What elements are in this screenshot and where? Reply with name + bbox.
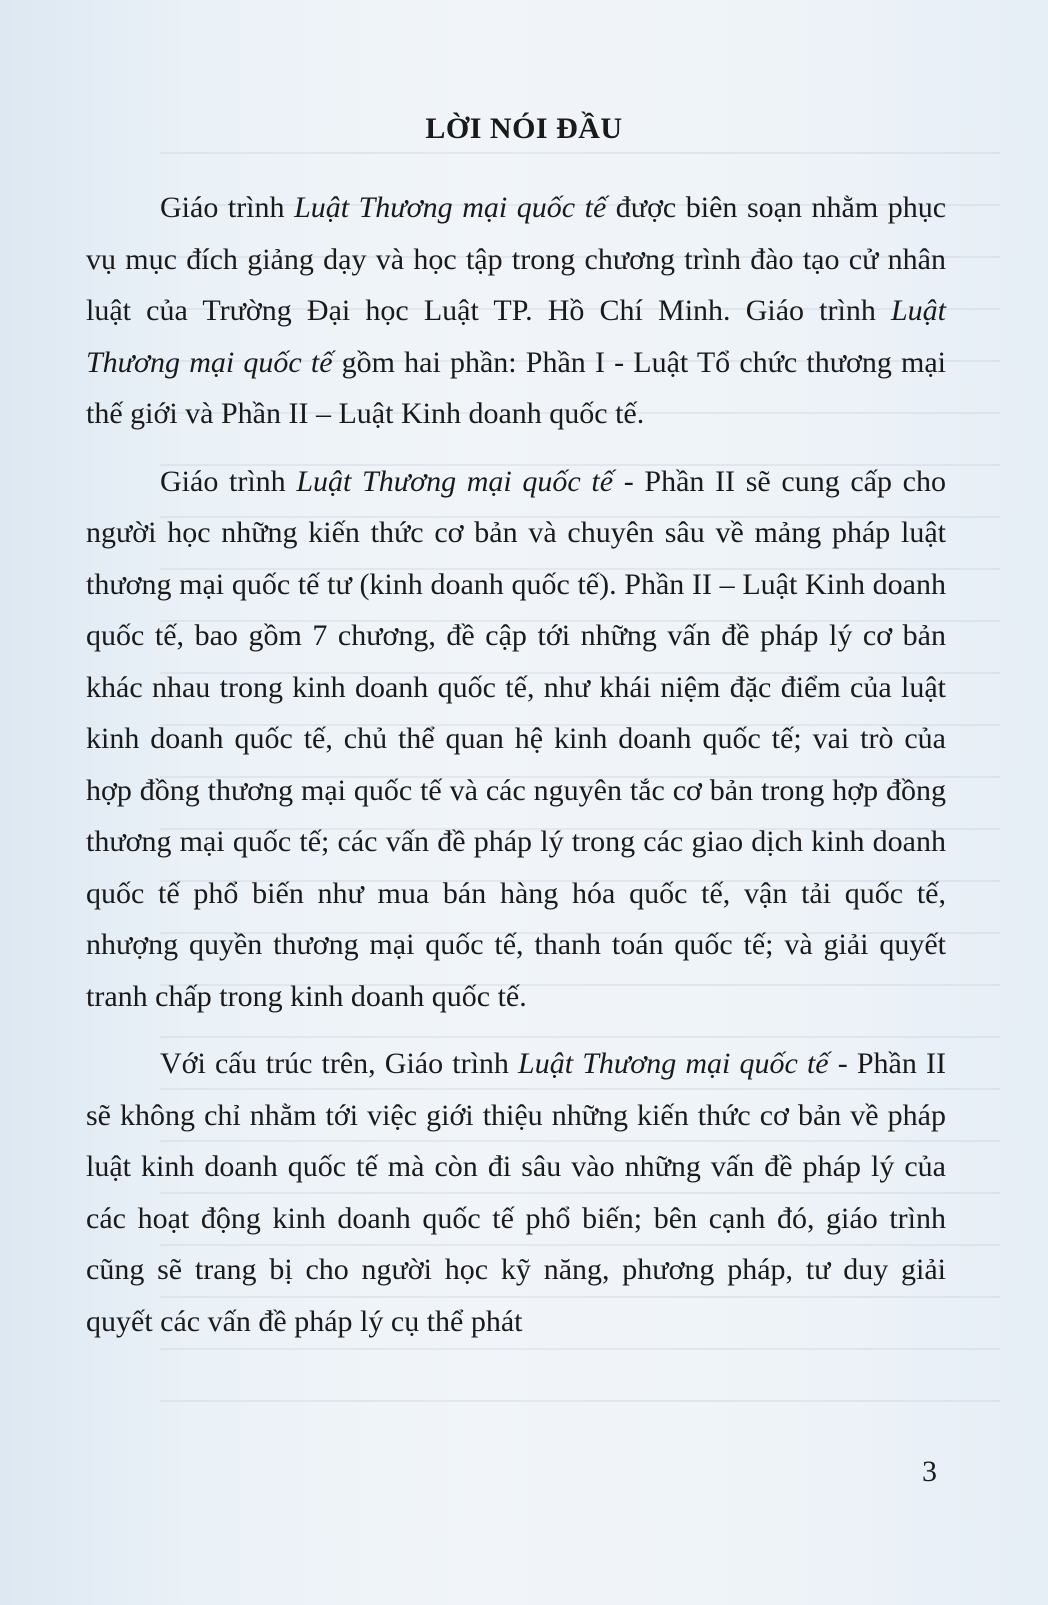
paragraph-1-part-1: Giáo trình <box>160 191 295 224</box>
page-title: LỜI NÓI ĐẦU <box>425 112 623 145</box>
book-title-italic: Luật Thương mại quốc tế <box>518 1047 829 1080</box>
paragraph-2-part-1: Giáo trình <box>160 464 297 498</box>
paragraph-3-part-1: Với cấu trúc trên, Giáo trình <box>160 1047 519 1080</box>
book-title-italic: Luật Thương mại quốc tế <box>296 464 614 498</box>
paragraph-1-part-5: gồm hai phần: Phần I - Luật Tổ chức thương mại thế giới và Phần II – Luật Kinh doanh quốc tế. <box>86 345 946 430</box>
paragraph-2-part-3: - Phần II sẽ cung cấp cho người học những kiến thức cơ bản và chuyên sâu về mảng pháp luật thương mại quốc tế tư (kinh doanh quốc tế). Phần II – Luật Kinh doanh quốc tế, bao gồm 7 chương, đề cập tới những vấn đề pháp lý cơ bản khác nhau trong kinh doanh quốc tế, như khái niệm đặc điểm của luật kinh doanh quốc tế, chủ thể quan hệ kinh doanh quốc tế; vai trò của hợp đồng thương mại quốc tế và các nguyên tắc cơ bản trong hợp đồng thương mại quốc tế; các vấn đề pháp lý trong các giao dịch kinh doanh quốc tế phổ biến như mua bán hàng hóa quốc tế, vận tải quốc tế, nhượng quyền thương mại quốc tế, thanh toán quốc tế; và giải quyết tranh chấp trong kinh doanh quốc tế. <box>86 464 946 1013</box>
paragraph-1-part-3: được biên soạn nhằm phục vụ mục đích giảng dạy và học tập trong chương trình đào tạo cử nhân luật của Trường Đại học Luật TP. Hồ Chí Minh. Giáo trình <box>86 191 947 327</box>
paragraph-1 <box>86 182 946 440</box>
paragraph-3 <box>86 1038 946 1347</box>
paragraph-2 <box>86 456 946 1023</box>
book-title-italic: Luật Thương mại quốc tế <box>294 191 607 224</box>
book-title-italic: Luật Thương mại quốc tế <box>86 294 946 379</box>
paragraph-3-part-3: - Phần II sẽ không chỉ nhằm tới việc giới thiệu những kiến thức cơ bản về pháp luật kinh doanh quốc tế mà còn đi sâu vào những vấn đề pháp lý của các hoạt động kinh doanh quốc tế phổ biến; bên cạnh đó, giáo trình cũng sẽ trang bị cho người học kỹ năng, phương pháp, tư duy giải quyết các vấn đề pháp lý cụ thể phát <box>86 1047 946 1338</box>
page-number: 3 <box>922 1455 937 1488</box>
body-text <box>86 182 946 1363</box>
